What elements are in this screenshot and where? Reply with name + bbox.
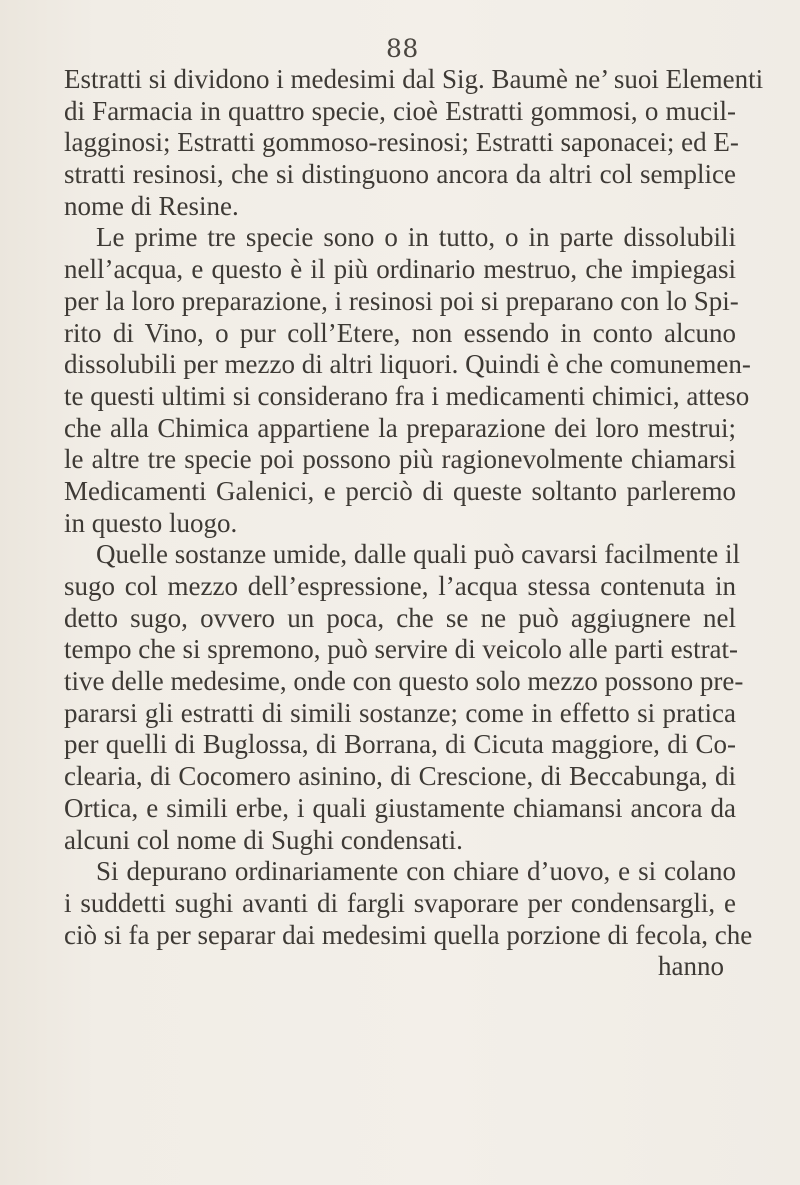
text-line: per quelli di Buglossa, di Borrana, di Cicuta maggiore, di Co- xyxy=(64,729,736,760)
text-line: detto sugo, ovvero un poca, che se ne può aggiugnere nel xyxy=(64,602,736,633)
text-line: alcuni col nome di Sughi condensati. xyxy=(64,824,463,855)
text-line: nome di Resine. xyxy=(64,190,239,221)
text-line: lagginosi; Estratti gommoso-resinosi; Estratti saponacei; ed E- xyxy=(64,127,739,158)
text-line: Ortica, e simili erbe, i quali giustamente chiamansi ancora da xyxy=(64,792,736,823)
text-line: tempo che si spremono, può servire di veicolo alle parti estrat- xyxy=(64,634,739,665)
text-line: Le prime tre specie sono o in tutto, o in parte dissolubili xyxy=(96,222,736,253)
text-line: di Farmacia in quattro specie, cioè Estratti gommosi, o mucil- xyxy=(64,95,736,126)
text-line: clearia, di Cocomero asinino, di Crescione, di Beccabunga, di xyxy=(64,761,736,792)
text-line: stratti resinosi, che si distinguono ancora da altri col semplice xyxy=(64,159,736,190)
page-number: 88 xyxy=(386,34,419,63)
text-line: per la loro preparazione, i resinosi poi si preparano con lo Spi- xyxy=(64,285,739,316)
text-line: le altre tre specie poi possono più ragionevolmente chiamarsi xyxy=(64,444,736,475)
text-line: nell’acqua, e questo è il più ordinario mestruo, che impiegasi xyxy=(64,254,736,285)
text-line: te questi ultimi si considerano fra i medicamenti chimici, atteso xyxy=(64,380,750,411)
text-line: Si depurano ordinariamente con chiare d’uovo, e si colano xyxy=(96,856,736,887)
text-line: che alla Chimica appartiene la preparazione dei loro mestrui; xyxy=(64,412,736,443)
text-line: sugo col mezzo dell’espressione, l’acqua stessa contenuta in xyxy=(64,571,736,601)
text-line: Medicamenti Galenici, e perciò di queste soltanto parleremo xyxy=(64,475,736,506)
text-line: pararsi gli estratti di simili sostanze; come in effetto si pratica xyxy=(64,697,736,728)
text-line: dissolubili per mezzo di altri liquori. Quindi è che comunemen- xyxy=(64,349,751,380)
text-line: Quelle sostanze umide, dalle quali può cavarsi facilmente il xyxy=(96,539,741,570)
text-line: ciò si fa per separar dai medesimi quella porzione di fecola, che xyxy=(64,919,753,950)
text-line: rito di Vino, o pur coll’Etere, non essendo in conto alcuno xyxy=(64,317,736,348)
catchword: hanno xyxy=(658,951,724,982)
text-line: tive delle medesime, onde con questo solo mezzo possono pre- xyxy=(64,666,744,697)
text-line: i suddetti sughi avanti di fargli svaporare per condensargli, e xyxy=(64,887,736,918)
text-line: Estratti si dividono i medesimi dal Sig. Baumè ne’ suoi Elementi xyxy=(64,64,764,94)
text-line: in questo luogo. xyxy=(64,507,238,538)
body-text xyxy=(64,64,764,983)
